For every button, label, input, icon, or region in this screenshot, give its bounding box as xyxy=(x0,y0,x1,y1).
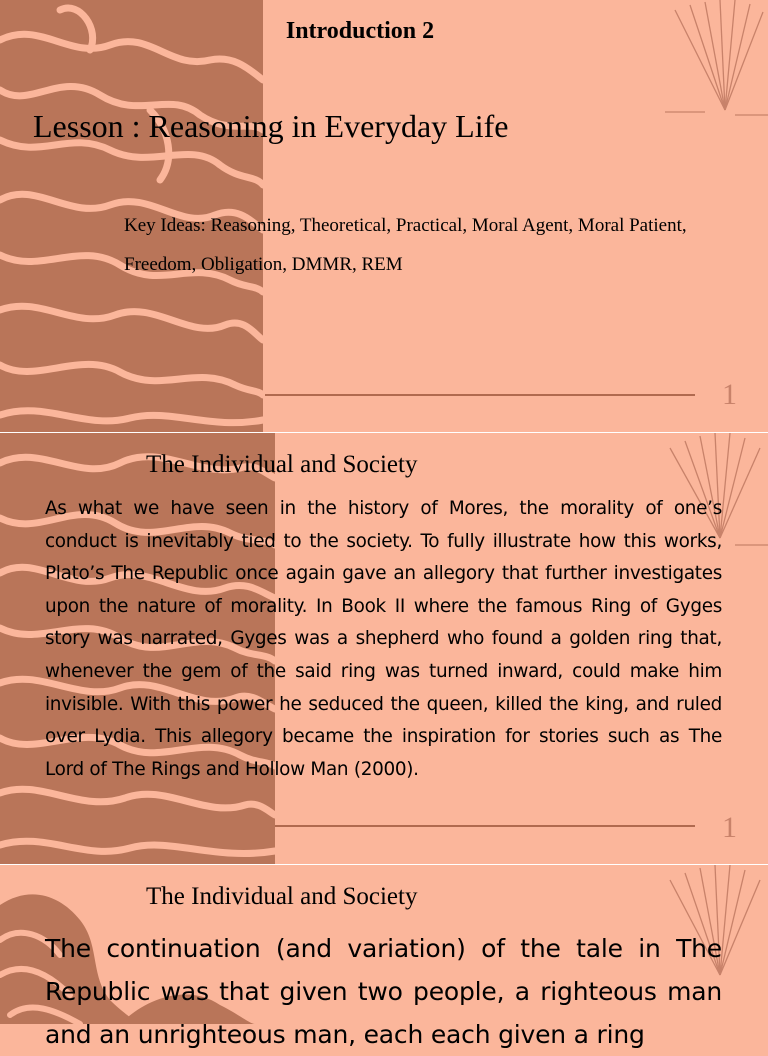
section-heading: The Individual and Society xyxy=(146,451,418,478)
section-heading: The Individual and Society xyxy=(146,883,418,910)
body-paragraph: The continuation (and variation) of the tale in The Republic was that given two people, a righteous man and an unrighteous man, each each given a ring xyxy=(45,934,722,1049)
slide-title: Introduction 2 xyxy=(285,18,435,44)
page-number: 1 xyxy=(722,811,737,844)
page-number: 1 xyxy=(722,378,737,411)
slide-1 xyxy=(0,0,768,433)
divider-line xyxy=(275,825,695,827)
slide-2 xyxy=(0,433,768,865)
slide-3 xyxy=(0,865,768,1049)
divider-line xyxy=(265,394,695,396)
lesson-title: Lesson : Reasoning in Everyday Life xyxy=(33,108,509,144)
key-ideas: Key Ideas: Reasoning, Theoretical, Practical, Moral Agent, Moral Patient, Freedom, Obligation, DMMR, REM xyxy=(124,215,687,275)
body-paragraph: As what we have seen in the history of Mores, the morality of one’s conduct is inevitably tied to the society. To fully illustrate how this works, Plato’s The Republic once again gave an allegory that further investigates upon the nature of morality. In Book II where the famous Ring of Gyges story was narrated, Gyges was a shepherd who found a golden ring that, whenever the gem of the said ring was turned inward, could make him invisible. With this power he seduced the queen, killed the king, and ruled over Lydia. This allegory became the inspiration for stories such as The Lord of The Rings and Hollow Man (2000). xyxy=(45,498,722,780)
